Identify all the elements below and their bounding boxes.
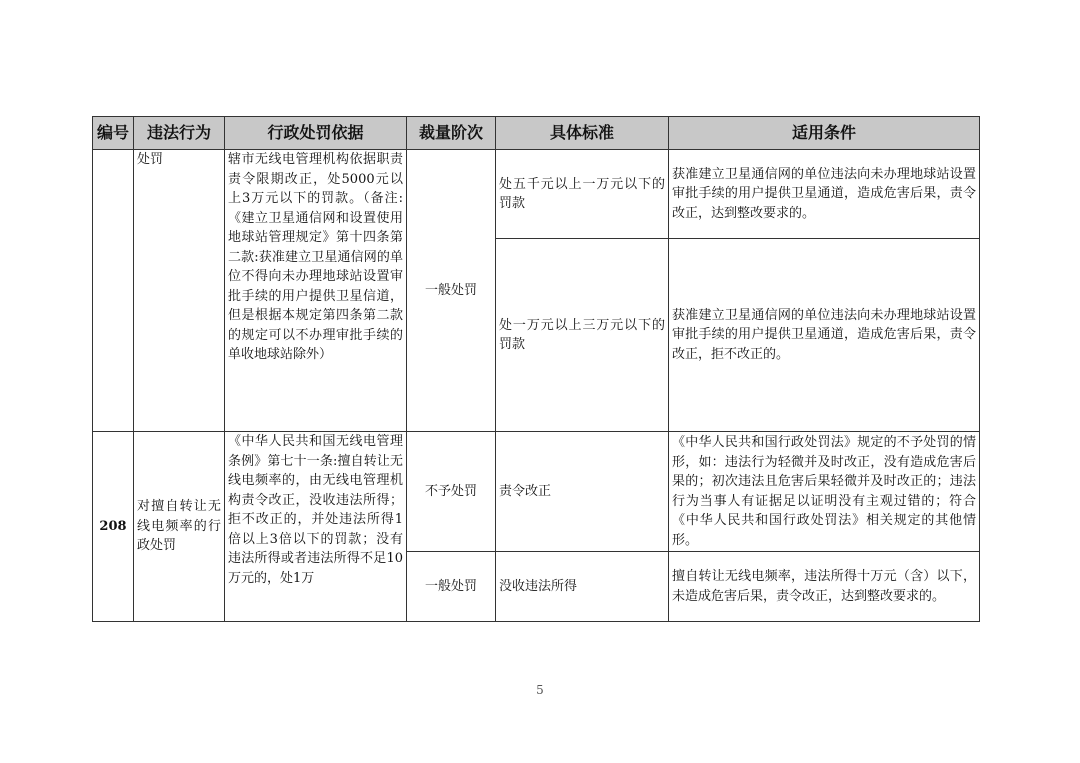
header-number: 编号 <box>93 117 134 150</box>
specific-standard-cell: 责令改正 <box>496 432 669 552</box>
specific-standard-cell: 处五千元以上一万元以下的罚款 <box>496 150 669 239</box>
violation-cell: 处罚 <box>134 150 225 432</box>
penalty-discretion-table <box>92 116 980 622</box>
applicable-conditions-cell: 获准建立卫星通信网的单位违法向未办理地球站设置审批手续的用户提供卫星通道，造成危害后果，责令改正，达到整改要求的。 <box>669 150 980 239</box>
penalty-basis-cell: 辖市无线电管理机构依据职责责令限期改正，处5000元以上3万元以下的罚款。（备注:《建立卫星通信网和设置使用地球站管理规定》第十四条第二款:获准建立卫星通信网的单位不得向未办理地球站设置审批手续的用户提供卫星信道，但是根据本规定第四条第二款的规定可以不办理审批手续的单收地球站除外） <box>225 150 407 432</box>
discretion-level-cell: 不予处罚 <box>407 432 496 552</box>
header-discretion-level: 裁量阶次 <box>407 117 496 150</box>
page-number: 5 <box>536 683 544 697</box>
applicable-conditions-cell: 《中华人民共和国行政处罚法》规定的不予处罚的情形，如：违法行为轻微并及时改正，没有造成危害后果的；初次违法且危害后果轻微并及时改正的；违法行为当事人有证据足以证明没有主观过错的；符合《中华人民共和国行政处罚法》相关规定的其他情形。 <box>669 432 980 552</box>
specific-standard-cell: 没收违法所得 <box>496 552 669 622</box>
header-row <box>93 117 980 150</box>
applicable-conditions-cell: 擅自转让无线电频率，违法所得十万元（含）以下，未造成危害后果，责令改正，达到整改要求的。 <box>669 552 980 622</box>
header-violation: 违法行为 <box>134 117 225 150</box>
violation-cell: 对擅自转让无线电频率的行政处罚 <box>134 432 225 622</box>
table-row <box>93 432 980 552</box>
table-row <box>93 150 980 239</box>
number-cell: 208 <box>93 432 134 622</box>
number-cell-empty <box>93 150 134 432</box>
discretion-level-cell: 一般处罚 <box>407 150 496 432</box>
applicable-conditions-cell: 获准建立卫星通信网的单位违法向未办理地球站设置审批手续的用户提供卫星通道，造成危害后果，责令改正，拒不改正的。 <box>669 239 980 432</box>
specific-standard-cell: 处一万元以上三万元以下的罚款 <box>496 239 669 432</box>
header-applicable-conditions: 适用条件 <box>669 117 980 150</box>
penalty-basis-cell: 《中华人民共和国无线电管理条例》第七十一条:擅自转让无线电频率的，由无线电管理机构责令改正，没收违法所得；拒不改正的，并处违法所得1倍以上3倍以下的罚款；没有违法所得或者违法所得不足10万元的，处1万 <box>225 432 407 622</box>
discretion-level-cell: 一般处罚 <box>407 552 496 622</box>
header-specific-standard: 具体标准 <box>496 117 669 150</box>
header-penalty-basis: 行政处罚依据 <box>225 117 407 150</box>
